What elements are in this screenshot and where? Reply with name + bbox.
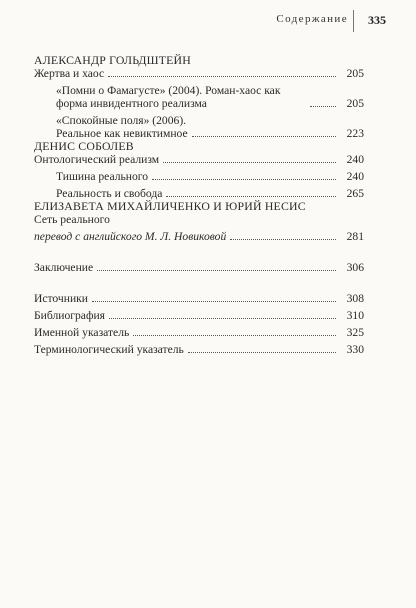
- toc-entry: [34, 67, 364, 80]
- toc-entry-title: Реальное как невиктимное: [56, 127, 188, 140]
- page-number: 335: [368, 13, 386, 27]
- toc-entry-title: «Спокойные поля» (2006).: [56, 114, 187, 127]
- toc-entry-page: 308: [346, 292, 364, 305]
- toc-entry-page: 240: [346, 153, 364, 166]
- toc-entry-title: Терминологический указатель: [34, 343, 184, 356]
- toc-entry-title: Источники: [34, 292, 89, 305]
- toc-leader-dots: [230, 239, 336, 240]
- toc-entry-page: 310: [346, 309, 364, 322]
- toc-leader-dots: [188, 352, 336, 353]
- toc-entry-title: перевод с английского М. Л. Новиковой: [34, 230, 227, 243]
- toc-entry-page: 223: [346, 127, 364, 140]
- toc-entry: [34, 292, 364, 305]
- toc-entry-title: Библиография: [34, 309, 106, 322]
- toc-entry: [34, 84, 364, 110]
- toc-entry: [34, 170, 364, 183]
- toc-author-heading: АЛЕКСАНДР ГОЛЬДШТЕЙН: [34, 53, 191, 67]
- toc-entry: [34, 213, 364, 226]
- table-of-contents: [34, 54, 364, 356]
- toc-entry: [34, 153, 364, 166]
- toc-entry-page: 281: [346, 230, 364, 243]
- header-divider: [353, 10, 354, 32]
- toc-leader-dots: [97, 270, 336, 271]
- toc-leader-dots: [163, 162, 336, 163]
- toc-entry-page: 325: [346, 326, 364, 339]
- toc-leader-dots: [108, 76, 336, 77]
- toc-leader-dots: [133, 335, 336, 336]
- toc-entry-title: Жертва и хаос: [34, 67, 105, 80]
- toc-entry-page: 330: [346, 343, 364, 356]
- toc-author-heading: ЕЛИЗАВЕТА МИХАЙЛИЧЕНКО И ЮРИЙ НЕСИС: [34, 199, 306, 213]
- toc-entry-title: «Помни о Фамагусте» (2004). Роман-хаос как форма инвидентного реализма: [56, 84, 281, 110]
- toc-entry-title: Онтологический реализм: [34, 153, 160, 166]
- toc-entry-page: 265: [346, 187, 364, 200]
- toc-entry: [34, 230, 364, 243]
- toc-leader-dots: [152, 179, 336, 180]
- toc-entry-title: Реальность и свобода: [56, 187, 163, 200]
- running-header-title: Содержание: [276, 13, 348, 25]
- toc-entry-page: 240: [346, 170, 364, 183]
- toc-entry: [34, 114, 364, 127]
- toc-leader-dots: [109, 318, 336, 319]
- toc-entry-title: Сеть реального: [34, 213, 110, 226]
- toc-leader-dots: [166, 196, 336, 197]
- toc-entry-page: 205: [346, 97, 364, 110]
- running-header: [36, 10, 394, 32]
- toc-entry: [34, 326, 364, 339]
- toc-entry-title: Тишина реального: [56, 170, 149, 183]
- toc-entry-title: Заключение: [34, 261, 94, 274]
- toc-leader-dots: [192, 136, 336, 137]
- toc-leader-dots: [310, 106, 336, 107]
- toc-leader-dots: [92, 301, 336, 302]
- toc-entry: [34, 261, 364, 274]
- toc-entry: [34, 309, 364, 322]
- toc-entry-page: 306: [346, 261, 364, 274]
- toc-entry: [34, 343, 364, 356]
- toc-entry-page: 205: [346, 67, 364, 80]
- toc-entry-title: Именной указатель: [34, 326, 130, 339]
- toc-author-heading: ДЕНИС СОБОЛЕВ: [34, 139, 134, 153]
